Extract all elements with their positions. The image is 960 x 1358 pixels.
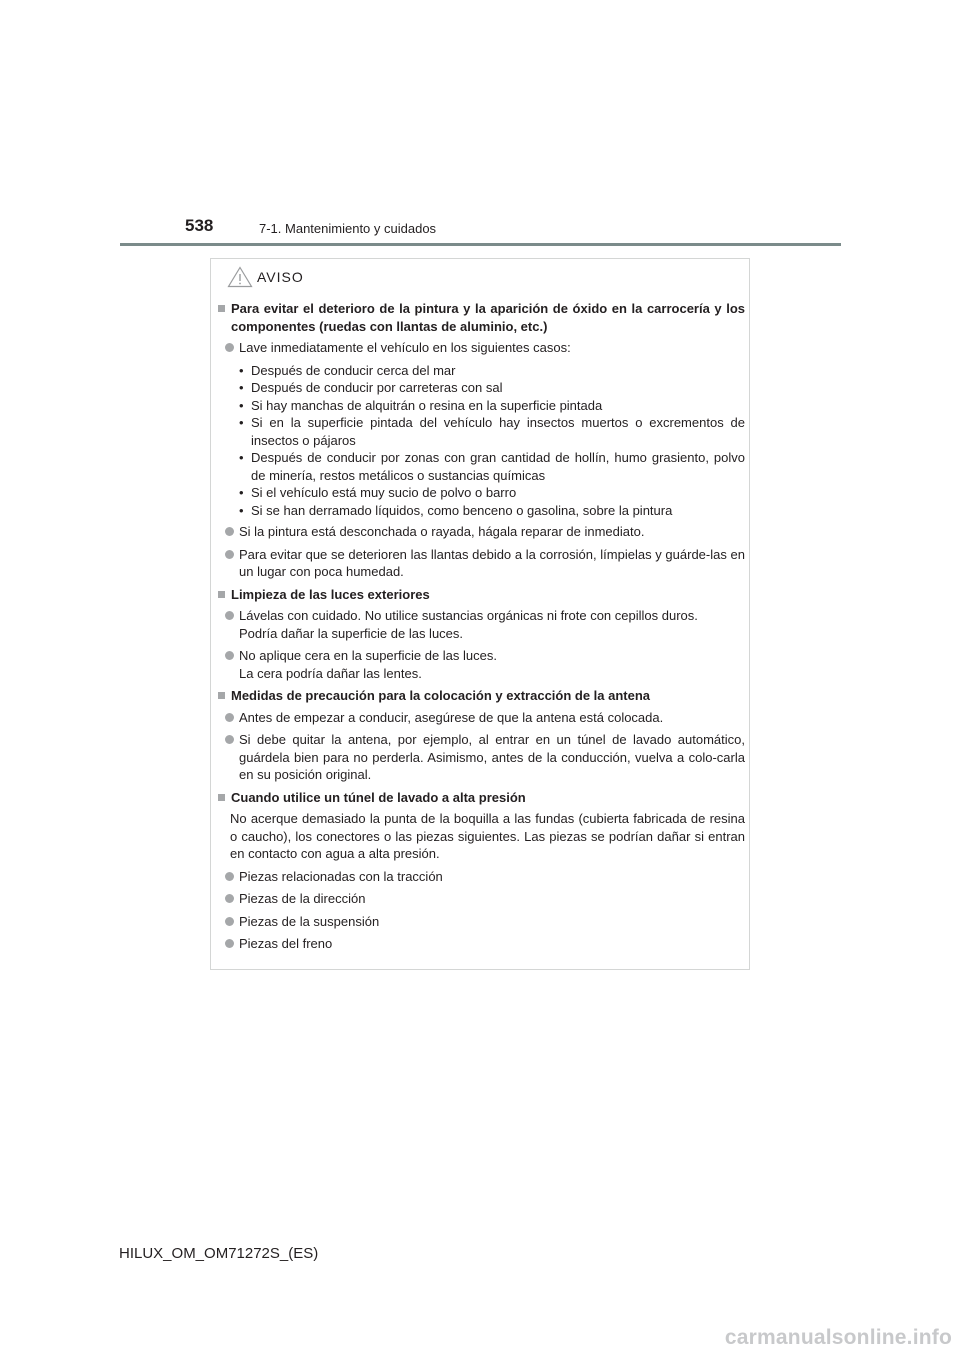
paragraph: No acerque demasiado la punta de la boquilla a las fundas (cubierta fabricada de resina o caucho), los conectores o las piezas siguientes. Las piezas se podrían dañar si entran en contacto con agua a alta presión.	[230, 811, 745, 861]
square-bullet-icon	[218, 305, 225, 312]
square-bullet-icon	[218, 794, 225, 801]
sub-item: • Después de conducir cerca del mar	[239, 362, 745, 380]
sub-item-text: Después de conducir cerca del mar	[251, 362, 456, 378]
list-item-text: Antes de empezar a conducir, asegúrese de que la antena está colocada.	[239, 709, 664, 725]
circle-bullet-icon	[225, 735, 234, 744]
heading-text: Medidas de precaución para la colocación y extracción de la antena	[231, 688, 651, 703]
sub-item: • Si en la superficie pintada del vehículo hay insectos muertos o excrementos de insectos o pájaros	[239, 415, 745, 448]
sub-item-text: Después de conducir por zonas con gran cantidad de hollín, humo grasiento, polvo de minería, restos metálicos o sustancias químicas	[251, 450, 745, 483]
circle-bullet-icon	[225, 651, 234, 660]
sub-item: • Si se han derramado líquidos, como benceno o gasolina, sobre la pintura	[239, 502, 745, 520]
heading-text: Limpieza de las luces exteriores	[231, 586, 430, 602]
list-item-text	[239, 607, 745, 642]
list-item-text	[239, 647, 745, 682]
sub-item: • Después de conducir por zonas con gran cantidad de hollín, humo grasiento, polvo de minería, restos metálicos o sustancias químicas	[239, 450, 745, 483]
square-bullet-icon	[218, 692, 225, 699]
warning-content	[217, 300, 745, 958]
watermark: carmanualsonline.info	[724, 1326, 952, 1349]
list-item-line: No aplique cera en la superficie de las luces.	[239, 648, 497, 663]
square-bullet-icon	[218, 591, 225, 598]
list-item	[217, 523, 745, 541]
list-item-text: Piezas relacionadas con la tracción	[239, 868, 443, 884]
section-title: 7-1. Mantenimiento y cuidados	[259, 221, 437, 236]
circle-bullet-icon	[225, 713, 234, 722]
list-item	[217, 709, 745, 727]
sub-item: • Si hay manchas de alquitrán o resina en la superficie pintada	[239, 397, 745, 415]
heading-text: Para evitar el deterioro de la pintura y la aparición de óxido en la carrocería y los componentes (ruedas con llantas de aluminio, etc.)	[231, 301, 745, 334]
list-item-text: Para evitar que se deterioren las llantas debido a la corrosión, límpielas y guárde-las en un lugar con poca humedad.	[239, 546, 745, 579]
list-item	[217, 731, 745, 784]
sub-list	[217, 362, 745, 520]
document-id: HILUX_OM_OM71272S_(ES)	[119, 1245, 319, 1262]
list-item-text: Si debe quitar la antena, por ejemplo, al entrar en un túnel de lavado automático, guárdela bien para no perderla. Asimismo, antes de la conducción, vuelva a colo-carla en su posición original.	[239, 732, 745, 782]
list-item	[217, 546, 745, 581]
circle-bullet-icon	[225, 611, 234, 620]
section-heading	[217, 586, 745, 604]
list-item-text: Lave inmediatamente el vehículo en los siguientes casos:	[239, 340, 571, 355]
list-item	[217, 647, 745, 682]
heading-text: Cuando utilice un túnel de lavado a alta presión	[231, 789, 526, 805]
sub-item: • Si el vehículo está muy sucio de polvo o barro	[239, 484, 745, 502]
section-heading	[217, 687, 745, 705]
list-item	[217, 913, 745, 931]
circle-bullet-icon	[225, 550, 234, 559]
circle-bullet-icon	[225, 527, 234, 536]
list-item	[217, 935, 745, 953]
warning-title: AVISO	[257, 269, 304, 285]
sub-item-text: Después de conducir por carreteras con sal	[251, 380, 503, 395]
section-heading	[217, 300, 745, 335]
circle-bullet-icon	[225, 343, 234, 352]
sub-item-text: Si hay manchas de alquitrán o resina en la superficie pintada	[251, 397, 603, 413]
list-item	[217, 339, 745, 357]
list-item-text: Si la pintura está desconchada o rayada, hágala reparar de inmediato.	[239, 524, 645, 539]
list-item-line: La cera podría dañar las lentes.	[239, 665, 422, 681]
list-item-text: Piezas del freno	[239, 936, 333, 951]
circle-bullet-icon	[225, 917, 234, 926]
warning-box	[210, 258, 750, 970]
list-item	[217, 607, 745, 642]
section-heading	[217, 789, 745, 807]
sub-item-text: Si se han derramado líquidos, como benceno o gasolina, sobre la pintura	[251, 502, 673, 518]
list-item-line: Podría dañar la superficie de las luces.	[239, 625, 464, 641]
list-item	[217, 868, 745, 886]
warning-header	[227, 265, 304, 289]
sub-item-text: Si el vehículo está muy sucio de polvo o barro	[251, 485, 517, 500]
list-item-text: Piezas de la dirección	[239, 891, 366, 906]
list-item-text: Piezas de la suspensión	[239, 913, 380, 929]
sub-item-text: Si en la superficie pintada del vehículo hay insectos muertos o excrementos de insectos o pájaros	[251, 415, 745, 448]
list-item-line: Lávelas con cuidado. No utilice sustancias orgánicas ni frote con cepillos duros.	[239, 608, 698, 623]
circle-bullet-icon	[225, 939, 234, 948]
list-item	[217, 890, 745, 908]
circle-bullet-icon	[225, 872, 234, 881]
page-number: 538	[185, 216, 214, 235]
header-rule	[120, 243, 841, 246]
sub-item: • Después de conducir por carreteras con sal	[239, 379, 745, 397]
circle-bullet-icon	[225, 894, 234, 903]
warning-triangle-icon	[227, 266, 253, 288]
